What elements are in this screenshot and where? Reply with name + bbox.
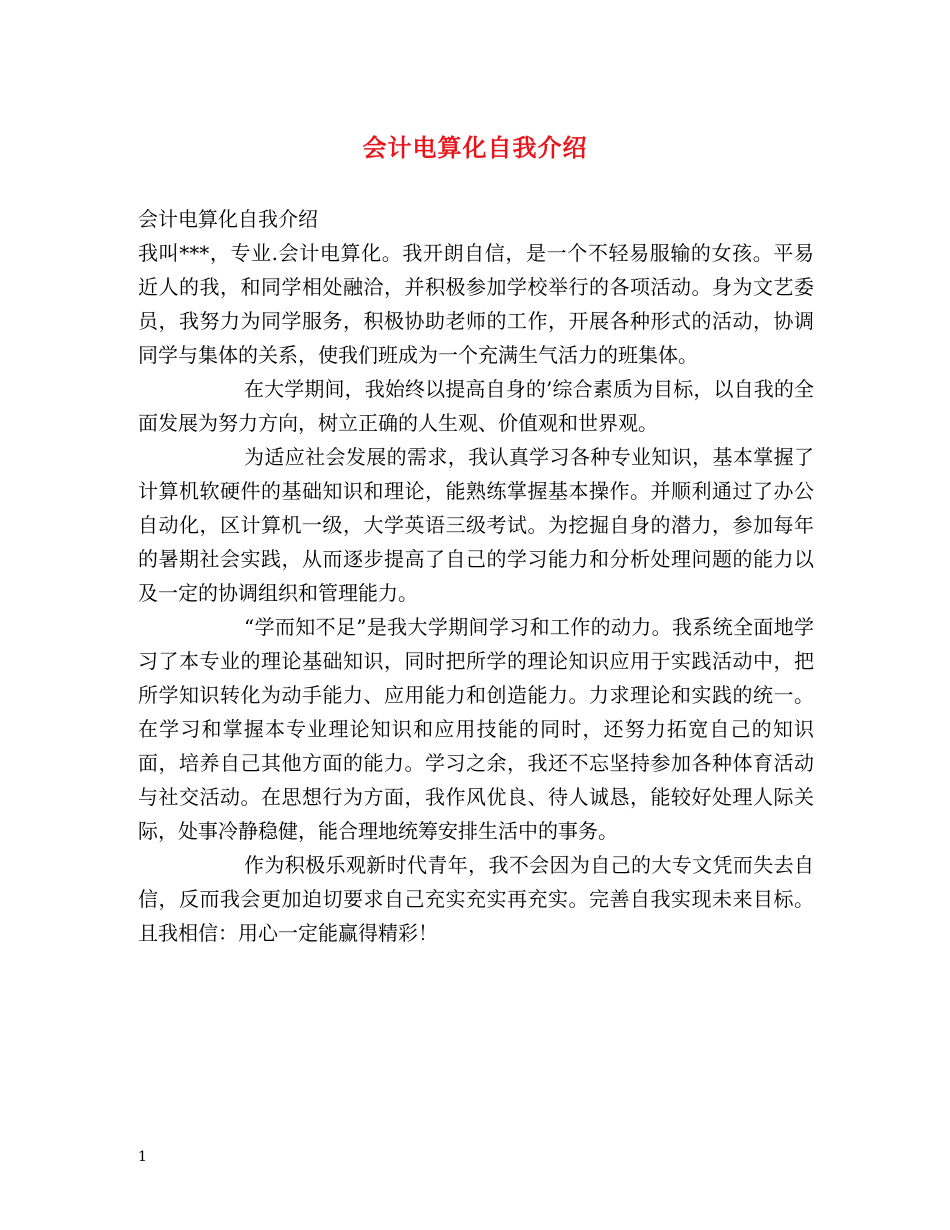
paragraph-study: “学而知不足”是我大学期间学习和工作的动力。我系统全面地学习了本专业的理论基础知识，同时把所学的理论知识应用于实践活动中，把所学知识转化为动手能力、应用能力和创造能力。力求理论和实践的统一。在学习和掌握本专业理论知识和应用技能的同时，还努力拓宽自己的知识面，培养自己其他方面的能力。学习之余，我还不忘坚持参加各种体育活动与社交活动。在思想行为方面，我作风优良、待人诚恳，能较好处理人际关际，处事冷静稳健，能合理地统筹安排生活中的事务。 [138, 615, 814, 843]
page-number: 1 [138, 1149, 147, 1165]
paragraph-university: 在大学期间，我始终以提高自身的’综合素质为目标，以自我的全面发展为努力方向，树立正确的人生观、价值观和世界观。 [138, 377, 814, 435]
paragraph-conclusion: 作为积极乐观新时代青年，我不会因为自己的大专文凭而失去自信，反而我会更加迫切要求自己充实充实再充实。完善自我实现未来目标。且我相信：用心一定能赢得精彩！ [138, 853, 814, 945]
document-subtitle: 会计电算化自我介绍 [138, 207, 318, 231]
paragraph-skills: 为适应社会发展的需求，我认真学习各种专业知识，基本掌握了计算机软硬件的基础知识和理论，能熟练掌握基本操作。并顺利通过了办公自动化，区计算机一级，大学英语三级考试。为挖掘自身的潜力，参加每年的暑期社会实践，从而逐步提高了自己的学习能力和分析处理问题的能力以及一定的协调组织和管理能力。 [138, 445, 814, 605]
paragraph-intro: 我叫***，专业.会计电算化。我开朗自信，是一个不轻易服输的女孩。平易近人的我，和同学相处融洽，并积极参加学校举行的各项活动。身为文艺委员，我努力为同学服务，积极协助老师的工作，开展各种形式的活动，协调同学与集体的关系，使我们班成为一个充满生气活力的班集体。 [138, 241, 814, 367]
document-title: 会计电算化自我介绍 [362, 133, 588, 162]
document-body [138, 202, 814, 950]
